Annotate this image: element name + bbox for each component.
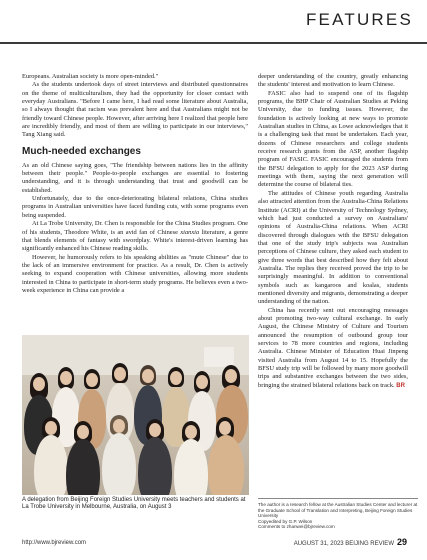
paragraph: As the students undertook days of street interviews and distributed questionnaires on the theme of multiculturalism, they had the opportunity for closer contact with everyday Australians. "Before I came here, I had read some literature about Australia, so I always thought that racism was prevalent here and that Australians might not be friendly toward Chinese people. However, after arriving here I realized that people here are incredibly friendly, and most of them are willing to participate in our interviews," Tang Xiang said. xyxy=(22,81,248,139)
photo-person xyxy=(60,371,72,385)
photo-person xyxy=(102,433,136,495)
end-mark: BR xyxy=(396,382,405,389)
paragraph: Europeans. Australian society is more open-minded." xyxy=(22,73,159,80)
photo-person xyxy=(225,369,237,383)
paragraph xyxy=(22,220,248,253)
photo-person xyxy=(114,367,126,381)
paragraph-text: literature, a genre that blends elements of fantasy with swordplay. White's interest-driven learning has significantly enhanced his Chinese reading skills. xyxy=(22,228,248,253)
photo-person xyxy=(142,369,154,383)
photo-person xyxy=(170,371,182,385)
page-header xyxy=(0,0,427,40)
photo-person xyxy=(113,419,125,433)
paragraph: Unfortunately, due to the once-deteriorating bilateral relations, China studies programs in Australian universities have faced funding cuts, with some programs even being suspended. xyxy=(22,195,248,219)
paragraph: The attitudes of Chinese youth regarding Australia also attracted attention from the Australia-China Relations Institute (ACRI) at the University of Technology Sydney, which had just conducted a survey on Australians' opinions of Australia-China relations. When ACRI discovered through dialogues with the BFSU delegation that one of the study trip's subjects was Australian perceptions of Chinese culture, they asked each student to give three words that best described how they felt about Australia. The replies they received proved the trip to be surprisingly meaningful. In addition to conventional symbols such as kangaroos and koalas, students mentioned diversity and migrants, demonstrating a deeper understanding of the nation. xyxy=(258,189,408,306)
page-number: 29 xyxy=(396,537,407,547)
paragraph: deeper understanding of the country, greatly enhancing the students' interest and motivation to learn Chinese. xyxy=(258,73,408,89)
comments-contact: Comments to zhanwei@bjreview.com xyxy=(258,524,335,530)
photo-caption: A delegation from Beijing Foreign Studies University meets teachers and students at La Trobe University in Melbourne, Australia, on August 3 xyxy=(22,497,246,511)
paragraph: As an old Chinese saying goes, "The friendship between nations lies in the affinity between their people." People-to-people exchanges are essential to fostering understanding, and it is through understanding that trust and goodwill can be established. xyxy=(22,161,248,194)
paragraph: However, he humorously refers to his speaking abilities as "mute Chinese" due to the lack of an immersive environment for practice. As a result, Dr. Chen is actively seeking to expand cooperation with Chinese universities, allowing more students interested in China to participate in short-term study programs. He believes even a two-week experience in China can provide a xyxy=(22,253,248,294)
photo-person xyxy=(77,425,89,439)
paragraph xyxy=(258,307,408,390)
photo-banner xyxy=(204,347,234,367)
left-column xyxy=(22,73,248,295)
photo-person xyxy=(196,375,208,389)
photo-person xyxy=(34,435,68,495)
right-column xyxy=(258,73,408,390)
italic-term: xianxia xyxy=(180,228,200,236)
photo-person xyxy=(33,377,45,391)
photo-person xyxy=(138,437,172,495)
paragraph-text: At La Trobe University, Dr. Chen is responsible for the China Studies program. One of his students, Theodore White, is an avid fan of Chinese xyxy=(22,220,248,236)
header-rule xyxy=(0,42,427,44)
photo-person xyxy=(86,373,98,387)
photo-person xyxy=(149,423,161,437)
paragraph-text: China has recently sent out encouraging messages about promoting two-way cultural exchange. In early August, the Chinese Ministry of Culture and Tourism announced the resumption of outbound group tour services to 78 more countries and regions, including Australia. Chinese Minister of Education Huai Jinpeng visited Australia from August 14 to 15. Hopefully the BFSU study trip will be followed by many more goodwill trips and substantive exchanges between the two sides, bringing the strained bilateral relations back on track. xyxy=(258,306,408,389)
photo-person xyxy=(219,421,231,435)
paragraph: FASIC also had to suspend one of its flagship programs, the BHP Chair of Australian Studies at Peking University, due to funding issues. However, the foundation is actively looking at new ways to promote Australian studies in China, as Lowe acknowledges that it is a challenging task that must be undertaken. Each year, dozens of Chinese researchers and college students receive research grants from the ASP, another flagship program of FASIC. FASIC encouraged the students from the BFSU delegation to apply for the 2023 ASP during meetings with them, saying the next generation will determine the course of bilateral ties. xyxy=(258,89,408,189)
author-footnote xyxy=(258,498,418,530)
footer-url[interactable]: http://www.bjreview.com xyxy=(22,540,87,546)
footer-issue xyxy=(294,537,407,547)
photo-person xyxy=(45,421,57,435)
photo-person xyxy=(208,435,244,495)
group-photo xyxy=(22,335,249,495)
photo-person xyxy=(185,425,197,439)
author-bio: The author is a research fellow at the Australian Studies Center and lecturer at the Graduate School of Translation and Interpreting, Beijing Foreign Studies University xyxy=(258,502,418,519)
issue-line: AUGUST 31, 2023 BEIJING REVIEW xyxy=(293,541,394,547)
section-title: FEATURES xyxy=(305,10,413,29)
copyeditor-credit: Copyedited by G.P. Wilson xyxy=(258,518,313,524)
section-heading: Much-needed exchanges xyxy=(22,145,141,157)
